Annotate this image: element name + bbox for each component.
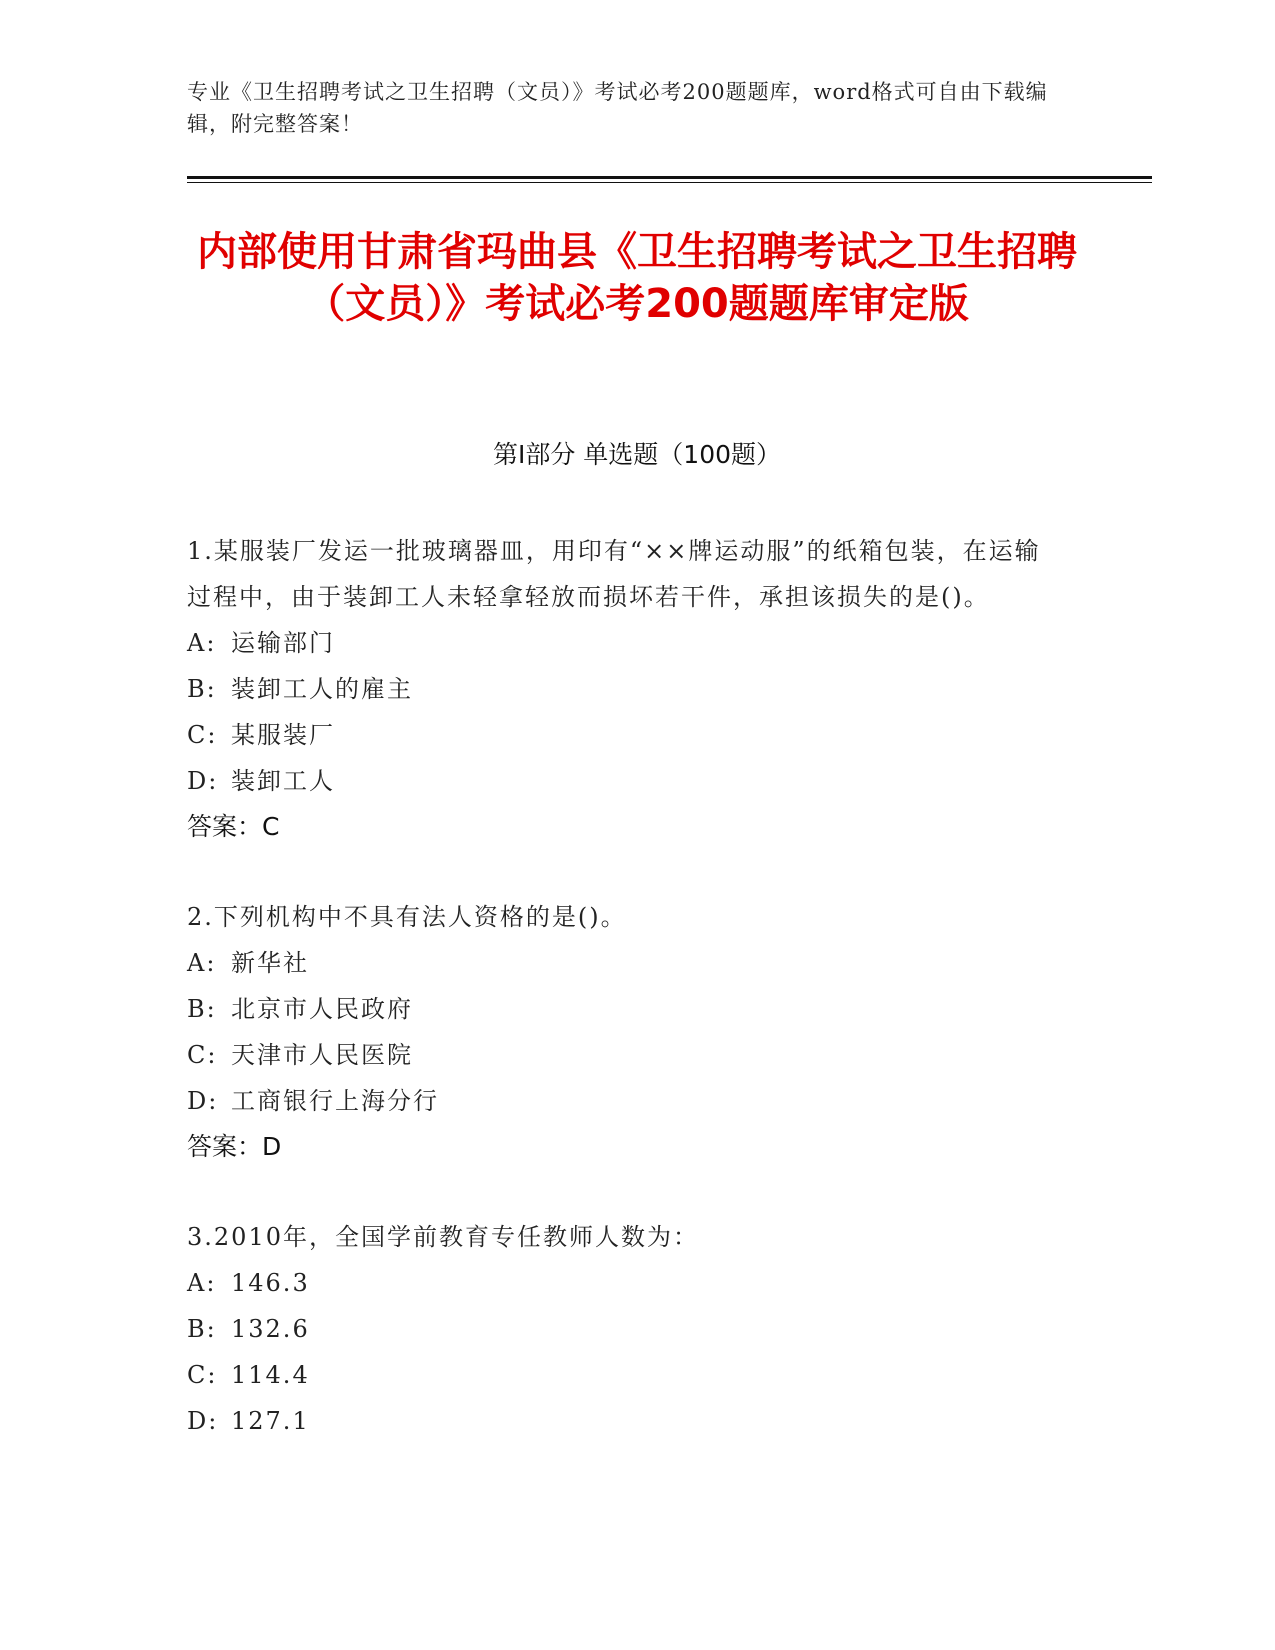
question-text: 3.2010年，全国学前教育专任教师人数为：: [187, 1223, 699, 1251]
option-b: [187, 666, 1057, 712]
option-d: [187, 1078, 1057, 1124]
option-label: 天津市人民医院: [231, 1041, 413, 1069]
question-spacer: [187, 1170, 1057, 1214]
answer-text: 答案：D: [187, 1132, 282, 1161]
option-key: C:: [187, 1041, 218, 1069]
option-label: 北京市人民政府: [231, 995, 413, 1023]
option-key: A:: [187, 949, 217, 977]
question-item: [187, 894, 1057, 1170]
option-label: 127.1: [231, 1407, 310, 1435]
option-key: B:: [187, 1315, 217, 1343]
option-key: D:: [187, 1087, 219, 1115]
option-key: B:: [187, 675, 217, 703]
option-key: A:: [187, 1269, 217, 1297]
option-d: [187, 758, 1057, 804]
option-b: [187, 986, 1057, 1032]
option-label: 工商银行上海分行: [231, 1087, 439, 1115]
option-c: [187, 1032, 1057, 1078]
question-item: [187, 528, 1057, 850]
answer-text: 答案：C: [187, 812, 280, 841]
option-a: [187, 940, 1057, 986]
section-title: 第I部分 单选题（100题）: [492, 440, 782, 469]
option-label: 132.6: [231, 1315, 310, 1343]
option-b: [187, 1306, 1057, 1352]
option-label: 运输部门: [231, 629, 335, 657]
option-label: 新华社: [231, 949, 309, 977]
header-note: 专业《卫生招聘考试之卫生招聘（文员）》考试必考200题题库，word格式可自由下载编辑，附完整答案！: [187, 80, 1048, 136]
option-label: 146.3: [231, 1269, 310, 1297]
option-key: C:: [187, 721, 218, 749]
option-key: D:: [187, 1407, 219, 1435]
header-divider-thin: [187, 182, 1152, 183]
question-item: [187, 1214, 1057, 1444]
option-key: C:: [187, 1361, 218, 1389]
document-title: 内部使用甘肃省玛曲县《卫生招聘考试之卫生招聘（文员）》考试必考200题题库审定版: [197, 229, 1077, 327]
option-d: [187, 1398, 1057, 1444]
option-c: [187, 712, 1057, 758]
option-label: 装卸工人的雇主: [231, 675, 413, 703]
header-divider-thick: [187, 176, 1152, 179]
question-list: [187, 528, 1057, 1444]
option-key: D:: [187, 767, 219, 795]
option-key: B:: [187, 995, 217, 1023]
option-label: 某服装厂: [231, 721, 335, 749]
option-a: [187, 1260, 1057, 1306]
option-label: 114.4: [231, 1361, 310, 1389]
question-spacer: [187, 850, 1057, 894]
option-key: A:: [187, 629, 217, 657]
question-text: 1.某服装厂发运一批玻璃器皿，用印有“××牌运动服”的纸箱包装，在运输过程中，由于装卸工人未轻拿轻放而损坏若干件，承担该损失的是()。: [187, 537, 1041, 611]
question-text: 2.下列机构中不具有法人资格的是()。: [187, 903, 627, 931]
option-a: [187, 620, 1057, 666]
option-label: 装卸工人: [231, 767, 335, 795]
option-c: [187, 1352, 1057, 1398]
